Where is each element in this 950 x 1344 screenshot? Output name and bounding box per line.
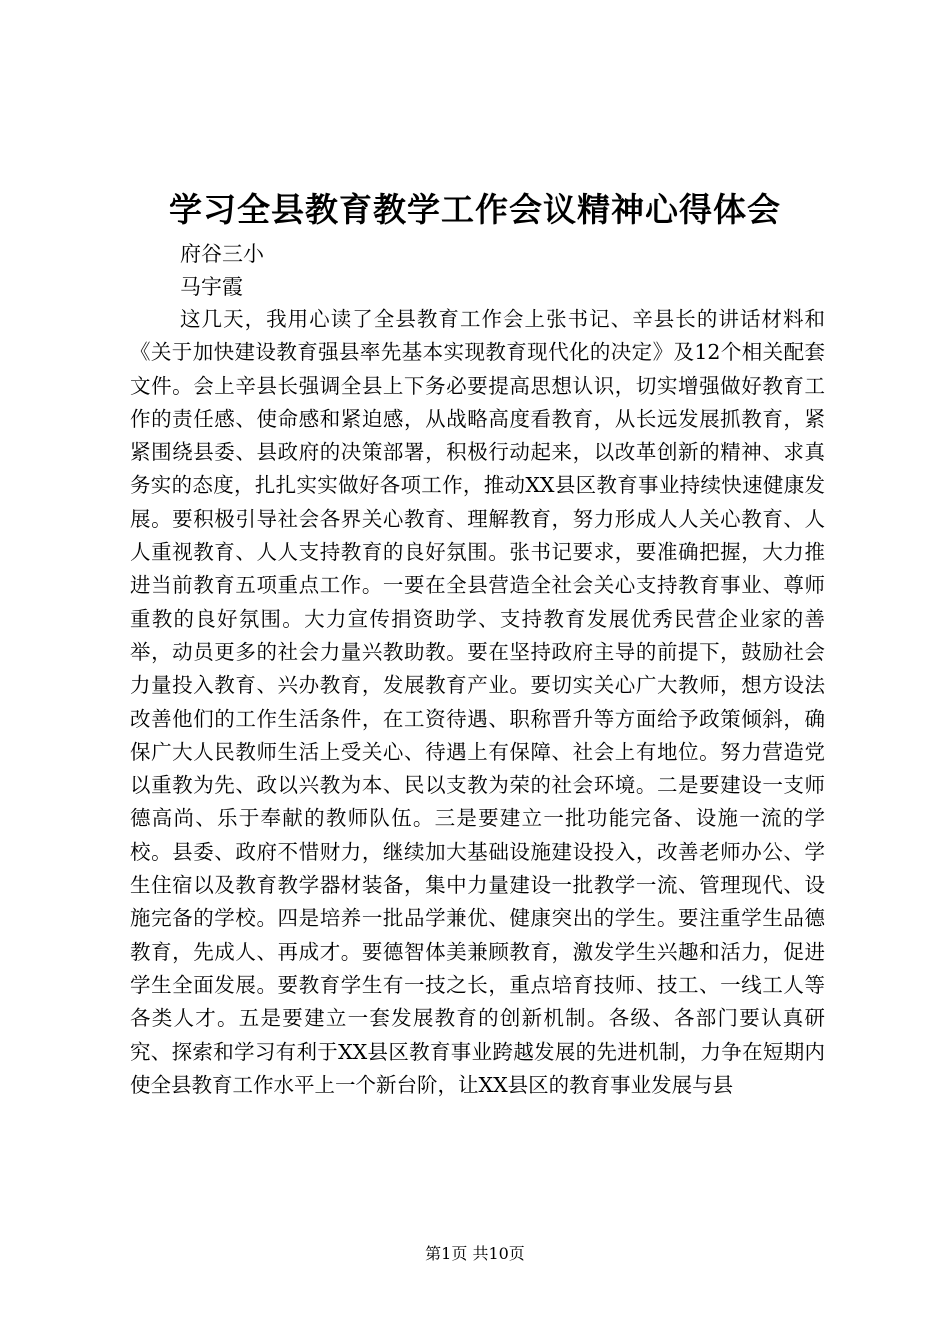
document-title: 学习全县教育教学工作会议精神心得体会 <box>169 190 781 229</box>
body-paragraph: 这几天，我用心读了全县教育工作会上张书记、辛县长的讲话材料和《关于加快建设教育强县率先基本实现教育现代化的决定》及12个相关配套文件。会上辛县长强调全县上下务必要提高思想认识，切实增强做好教育工作的责任感、使命感和紧迫感，从战略高度看教育，从长远发展抓教育，紧紧围绕县委、县政府的决策部署，积极行动起来，以改革创新的精神、求真务实的态度，扎扎实实做好各项工作，推动XX县区教育事业持续快速健康发展。要积极引导社会各界关心教育、理解教育，努力形成人人关心教育、人人重视教育、人人支持教育的良好氛围。张书记要求，要准确把握，大力推进当前教育五项重点工作。一要在全县营造全社会关心支持教育事业、尊师重教的良好氛围。大力宣传捐资助学、支持教育发展优秀民营企业家的善举，动员更多的社会力量兴教助教。要在坚持政府主导的前提下，鼓励社会力量投入教育、兴办教育，发展教育产业。要切实关心广大教师，想方设法改善他们的工作生活条件，在工资待遇、职称晋升等方面给予政策倾斜，确保广大人民教师生活上受关心、待遇上有保障、社会上有地位。努力营造党以重教为先、政以兴教为本、民以支教为荣的社会环境。二是要建设一支师德高尚、乐于奉献的教师队伍。三是要建立一批功能完备、设施一流的学校。县委、政府不惜财力，继续加大基础设施建设投入，改善老师办公、学生住宿以及教育教学器材装备，集中力量建设一批教学一流、管理现代、设施完备的学校。四是培养一批品学兼优、健康突出的学生。要注重学生品德教育，先成人、再成才。要德智体美兼顾教育，激发学生兴趣和活力，促进学生全面发展。要教育学生有一技之长，重点培育技师、技工、一线工人等各类人才。五是要建立一套发展教育的创新机制。各级、各部门要认真研究、探索和学习有利于XX县区教育事业跨越发展的先进机制，力争在短期内使全县教育工作水平上一个新台阶，让XX县区的教育事业发展与县 <box>130 307 825 1097</box>
school-name: 府谷三小 <box>180 242 264 266</box>
author-name: 马宇霞 <box>180 275 243 299</box>
page-number: 第1页 共10页 <box>425 1244 525 1263</box>
